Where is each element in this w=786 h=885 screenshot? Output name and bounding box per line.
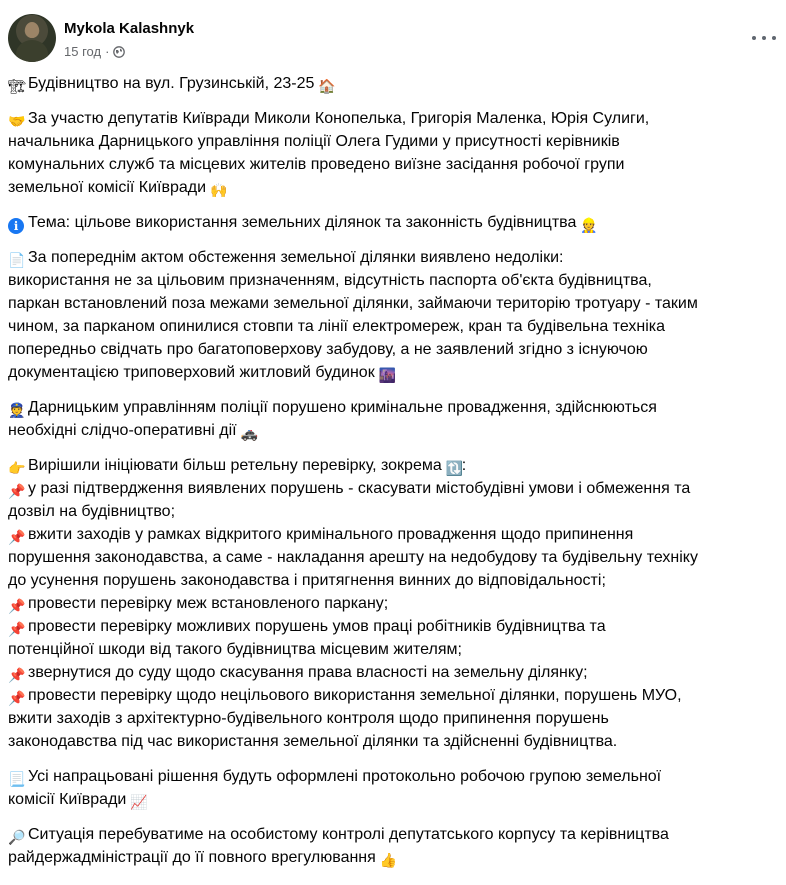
pushpin-icon: 📌: [8, 621, 26, 637]
building-construction-icon: 🏗: [8, 78, 26, 94]
cityscape-icon: 🌆: [378, 367, 397, 383]
meta-separator: ·: [105, 44, 110, 59]
text-line: дозвіл на будівництво;: [8, 503, 176, 520]
magnifier-icon: 🔎: [8, 829, 26, 845]
text-line: 📌 провести перевірку щодо нецільового використання земельної ділянки, порушень МУО,: [8, 687, 682, 706]
pushpin-icon: 📌: [8, 529, 26, 545]
post-header: [8, 14, 778, 66]
info-icon: ℹ: [8, 218, 24, 234]
page-icon: 📄: [8, 252, 26, 268]
text-line: 📌 вжити заходів у рамках відкритого кримінального провадження щодо припинення: [8, 526, 634, 545]
text-line: потенційної шкоди від такого будівництва місцевим жителям;: [8, 641, 462, 658]
text-line: порушення законодавства, а саме - накладання арешту на недобудову та будівельну техніку: [8, 549, 698, 566]
construction-worker-icon: 👷: [580, 217, 598, 233]
text-line: ℹ Тема: цільове використання земельних ділянок та законність будівництва 👷: [8, 211, 778, 234]
text-line: 🔎 Ситуація перебуватиме на особистому контролі депутатського корпусу та керівництва: [8, 826, 669, 845]
house-icon: 🏠: [318, 78, 336, 94]
text-line: до усунення порушень законодавства і притягнення винних до відповідальності;: [8, 572, 606, 589]
paragraph-control: [8, 823, 778, 869]
arrows-icon: 🔃: [445, 460, 464, 476]
text-line: 📌 у разі підтвердження виявлених порушень - скасувати містобудівні умови і обмеження та: [8, 480, 691, 499]
post-time[interactable]: 15 год: [64, 44, 102, 59]
text-line: необхідні слідчо-оперативні дії 🚓: [8, 422, 259, 441]
text-line: начальника Дарницького управління поліції Олега Гудими у присутності керівників: [8, 133, 620, 150]
text-line: комісії Київради 📈: [8, 791, 148, 810]
post-meta: [64, 44, 125, 59]
ledger-icon: 📃: [8, 771, 26, 787]
text-line: вжити заходів з архітектурно-будівельного контроля щодо припинення порушень: [8, 710, 609, 727]
pushpin-icon: 📌: [8, 598, 26, 614]
paragraph-title: [8, 72, 778, 95]
police-car-icon: 🚓: [240, 425, 259, 441]
text-line: комунальних служб та місцевих жителів проведено виїзне засідання робочої групи: [8, 156, 625, 173]
handshake-icon: 🤝: [8, 113, 26, 129]
text-line: 🤝 За участю депутатів Київради Миколи Конопелька, Григорія Маленка, Юрія Сулиги,: [8, 110, 650, 129]
chart-increasing-icon: 📈: [130, 794, 148, 810]
text-line: 📄 За попереднім актом обстеження земельної ділянки виявлено недоліки:: [8, 249, 564, 268]
text-line: 🏗 Будівництво на вул. Грузинській, 23-25 🏠: [8, 75, 336, 94]
text-line: 👉 Вирішили ініціювати більш ретельну перевірку, зокрема 🔃:: [8, 457, 467, 476]
text-line: 👮 Дарницьким управлінням поліції порушено кримінальне провадження, здійснюються: [8, 399, 657, 418]
paragraph-decisions: [8, 454, 778, 753]
text-line: 📌 провести перевірку можливих порушень умов праці робітників будівництва та: [8, 618, 606, 637]
text-line: земельної комісії Київради 🙌: [8, 179, 228, 198]
text-line: чином, за парканом опинилися стовпи та лінії електромереж, кран та будівельна техніка: [8, 318, 666, 335]
pushpin-icon: 📌: [8, 667, 26, 683]
text-line: райдержадміністрації до її повного врегулювання 👍: [8, 849, 398, 868]
paragraph-police: [8, 396, 778, 442]
text-line: документацією триповерховий житловий будинок 🌆: [8, 364, 397, 383]
thumbs-up-icon: 👍: [379, 852, 398, 868]
globe-icon: [113, 46, 125, 58]
text-line: законодавства під час використання земельної ділянки та здійсненні будівництва.: [8, 733, 618, 750]
text-line: 📌 провести перевірку меж встановленого паркану;: [8, 595, 389, 614]
text-line: використання не за цільовим призначенням, відсутність паспорта об'єкта будівництва,: [8, 272, 652, 289]
pointing-right-icon: 👉: [8, 460, 26, 476]
text-line: 📌 звернутися до суду щодо скасування права власності на земельну ділянку;: [8, 664, 588, 683]
pushpin-icon: 📌: [8, 483, 26, 499]
author-avatar[interactable]: [8, 14, 56, 62]
author-name[interactable]: Mykola Kalashnyk: [64, 20, 195, 37]
post-body: [8, 72, 778, 881]
pushpin-icon: 📌: [8, 690, 26, 706]
paragraph-participants: [8, 107, 778, 199]
paragraph-topic: [8, 211, 778, 234]
paragraph-findings: [8, 246, 778, 384]
raised-hands-icon: 🙌: [210, 182, 228, 198]
text-line: 📃 Усі напрацьовані рішення будуть оформлені протокольно робочою групою земельної: [8, 768, 662, 787]
text-line: попередньо свідчать про багатоповерхову забудову, а не заявлений згідно з існуючою: [8, 341, 648, 358]
text-line: паркан встановлений поза межами земельної ділянки, займаючи територію тротуару - таким: [8, 295, 698, 312]
more-options-button[interactable]: [752, 32, 776, 44]
police-officer-icon: 👮: [8, 402, 26, 418]
paragraph-protocol: [8, 765, 778, 811]
